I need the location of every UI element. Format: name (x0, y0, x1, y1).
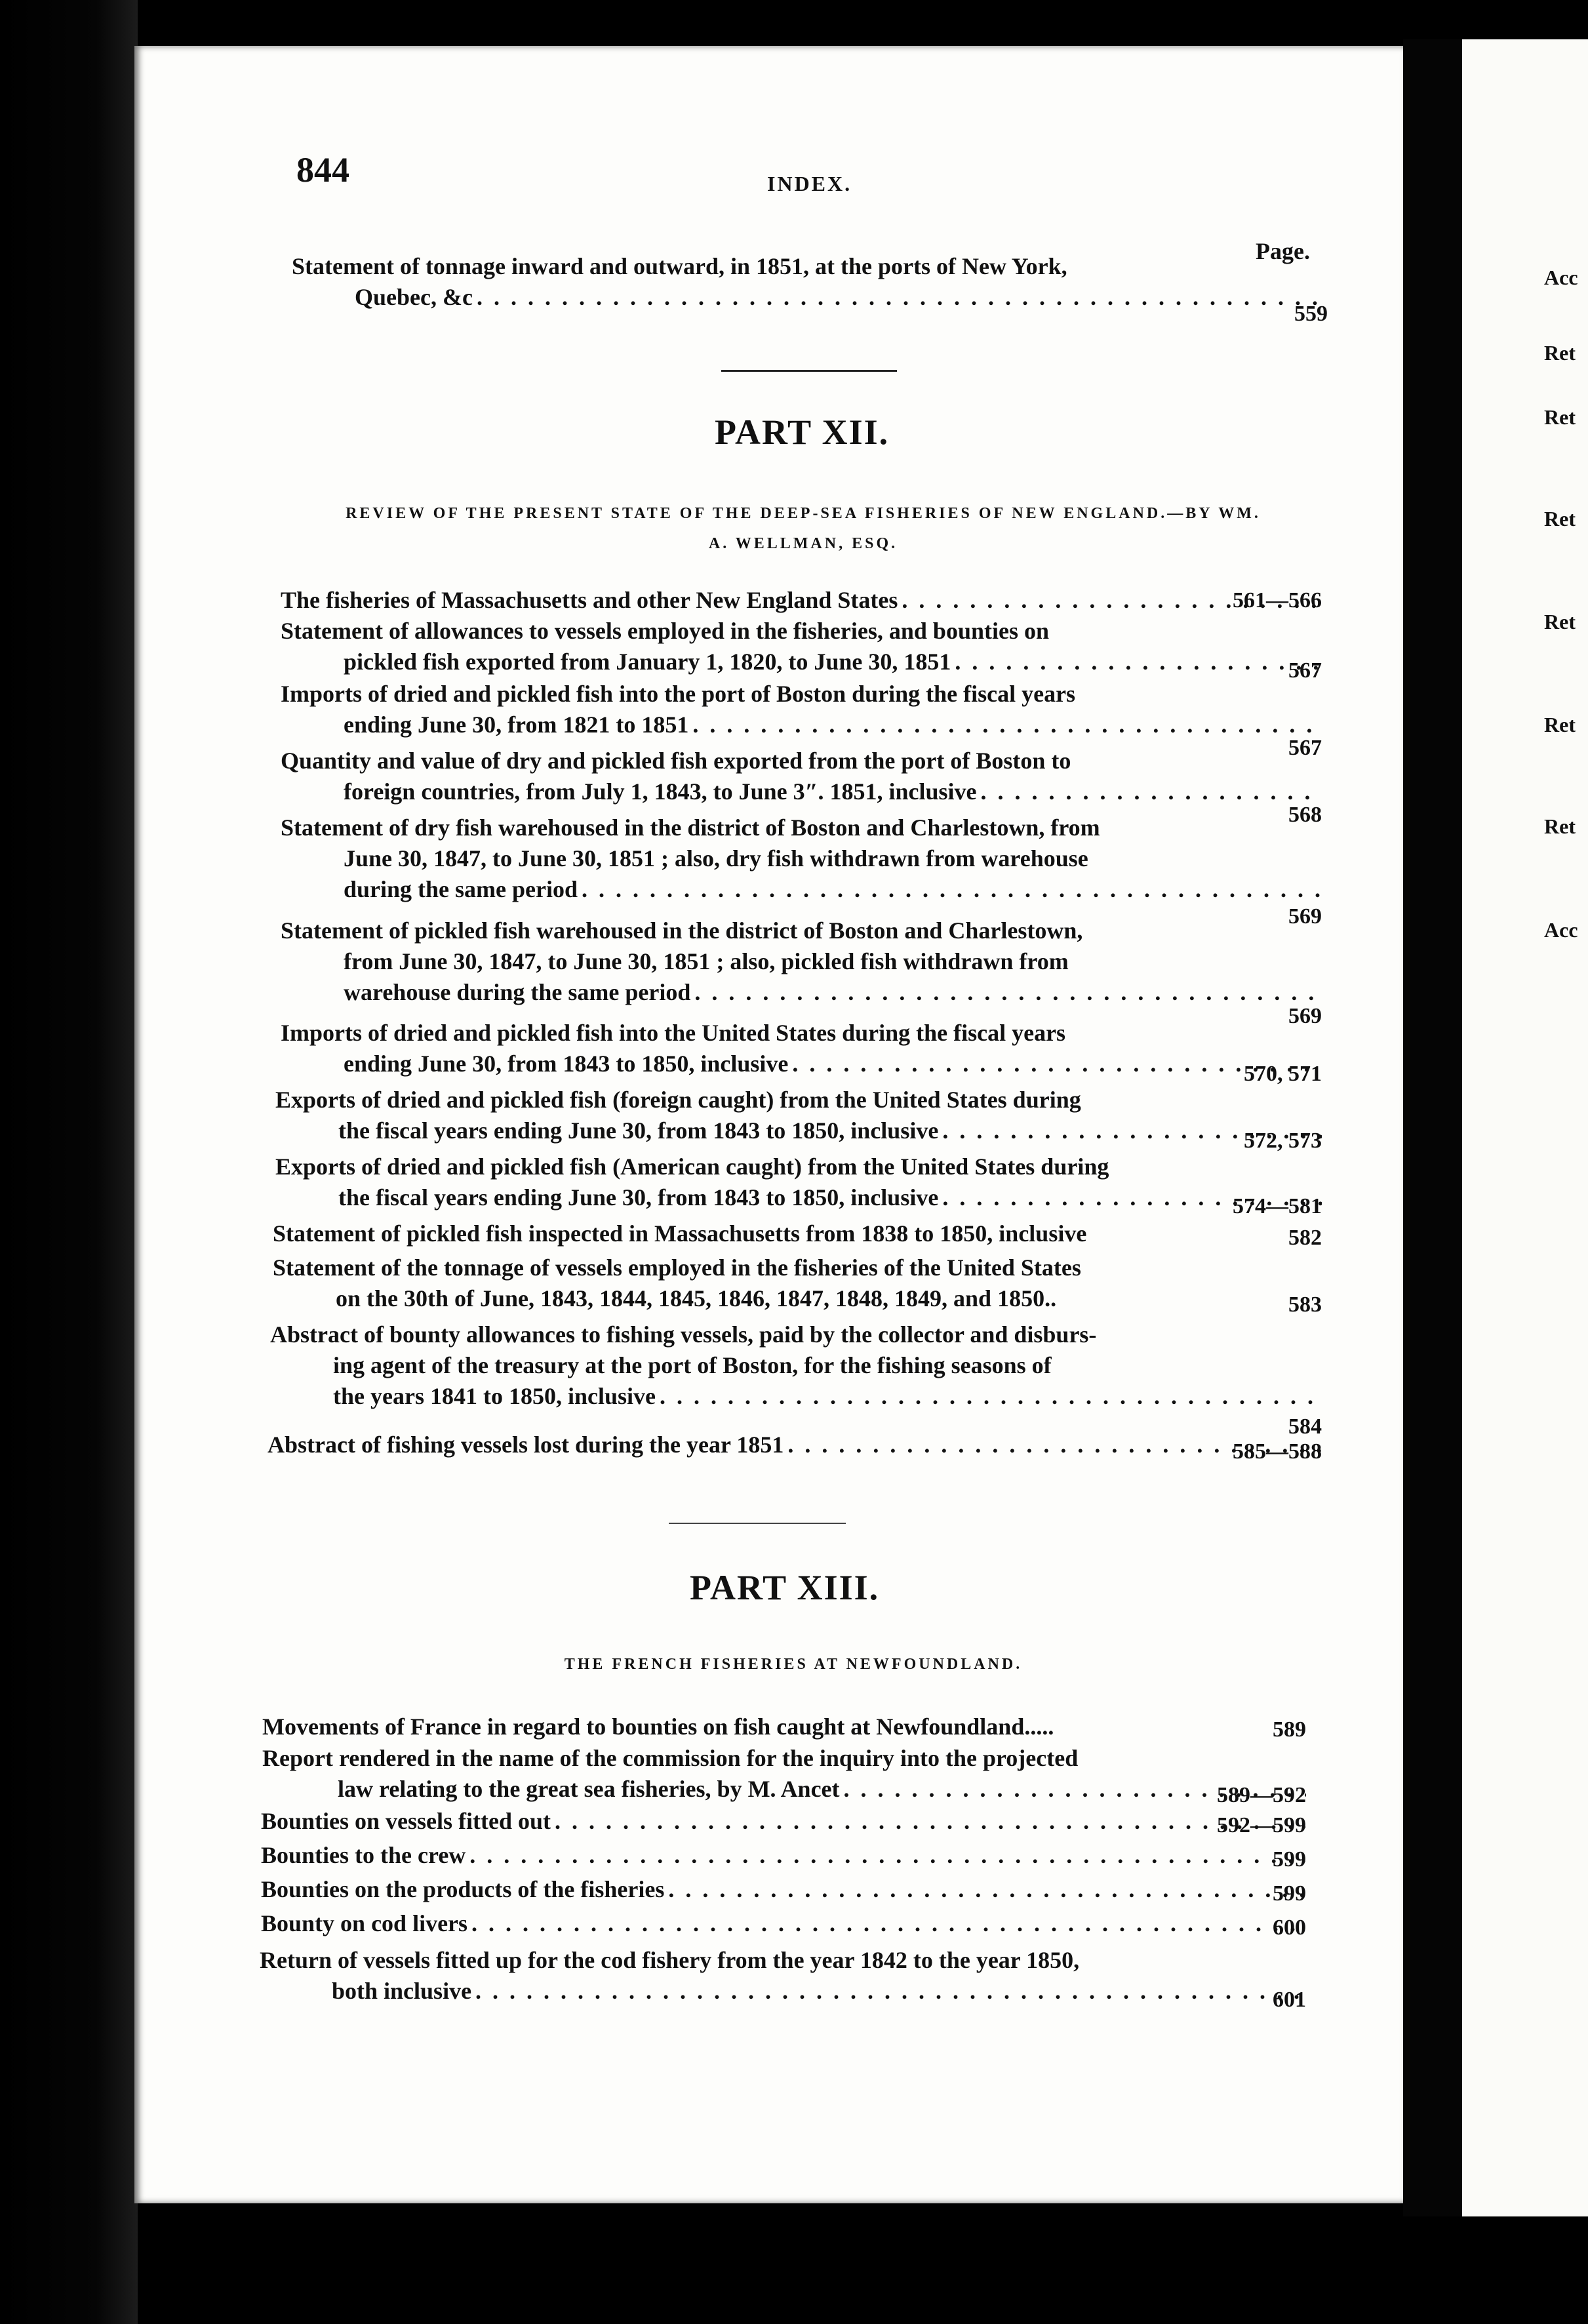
entry-text: Abstract of fishing vessels lost during the year 1851 (268, 1432, 784, 1458)
entry-page: 561—566 (1233, 588, 1322, 612)
index-entry (260, 1945, 1306, 2012)
index-entry (281, 812, 1322, 929)
entry-text: during the same period (344, 876, 578, 902)
entry-page: 567 (1288, 658, 1322, 683)
entry-page: 600 (1273, 1915, 1306, 1940)
entry-text: on the 30th of June, 1843, 1844, 1845, 1846, 1847, 1848, 1849, and 1850.. (336, 1285, 1057, 1312)
entry-text: Abstract of bounty allowances to fishing vessels, paid by the collector and disburs- (270, 1321, 1097, 1348)
subtitle-line: REVIEW OF THE PRESENT STATE OF THE DEEP-SEA FISHERIES OF NEW ENGLAND.—BY WM. (346, 505, 1261, 522)
entry-text: ending June 30, from 1821 to 1851 (344, 711, 689, 738)
leader-dots (555, 1806, 1306, 1837)
entry-page: 599 (1273, 1881, 1306, 1906)
index-entry (281, 679, 1322, 760)
entry-text: Quebec, &c (355, 284, 473, 310)
entry-text: pickled fish exported from January 1, 1820, to June 30, 1851 (344, 649, 951, 675)
entry-text: Bounties to the crew (261, 1842, 466, 1868)
leader-dots (475, 1976, 1306, 2007)
entry-text: Bounty on cod livers (261, 1910, 468, 1936)
entry-text: Statement of allowances to vessels employed in the fisheries, and bounties on (281, 618, 1049, 644)
index-entry (281, 616, 1322, 683)
leader-dots (981, 776, 1322, 807)
index-entry (281, 585, 1322, 616)
leader-dots (477, 282, 1328, 313)
entry-page: 589 (1273, 1717, 1306, 1742)
leader-dots (792, 1049, 1322, 1079)
index-entry (262, 1743, 1306, 1805)
scan-left-margin (0, 0, 138, 2324)
index-entry (262, 1712, 1306, 1742)
leader-dots (668, 1874, 1306, 1905)
adjacent-fragment: Ret (1544, 405, 1576, 429)
entry-text: Statement of pickled fish warehoused in the district of Boston and Charlestown, (281, 917, 1083, 944)
entry-text: Bounties on vessels fitted out (261, 1808, 551, 1834)
entry-page: 569 (1288, 1004, 1322, 1028)
entry-text: Imports of dried and pickled fish into the port of Boston during the fiscal years (281, 681, 1076, 707)
index-entry (268, 1430, 1322, 1464)
entry-page: 589—592 (1217, 1783, 1306, 1807)
leader-dots (692, 710, 1322, 740)
entry-text: Exports of dried and pickled fish (foreign caught) from the United States during (275, 1087, 1081, 1113)
part-title: PART XII. (715, 412, 890, 452)
entry-text: ending June 30, from 1843 to 1850, inclusive (344, 1051, 789, 1077)
leader-dots (694, 977, 1322, 1008)
entry-text: Return of vessels fitted up for the cod fishery from the year 1842 to the year 1850, (260, 1947, 1080, 1973)
entry-text: The fisheries of Massachusetts and other New England States (281, 587, 898, 613)
adjacent-fragment: Acc (1544, 266, 1578, 289)
adjacent-fragment: Ret (1544, 507, 1576, 531)
entry-page: 585—588 (1233, 1439, 1322, 1464)
entry-text: foreign countries, from July 1, 1843, to June 3″. 1851, inclusive (344, 778, 977, 805)
index-entry (275, 1152, 1322, 1218)
index-entry (281, 915, 1322, 1028)
page-column-label: Page. (1256, 238, 1310, 264)
adjacent-page (1462, 39, 1588, 2216)
entry-page: 567 (1288, 736, 1322, 760)
leader-dots (469, 1840, 1306, 1871)
leader-dots (955, 647, 1322, 677)
entry-page: 582 (1288, 1226, 1322, 1250)
part-subtitle: THE FRENCH FISHERIES AT NEWFOUNDLAND. (564, 1656, 1023, 1673)
index-entry (292, 251, 1328, 326)
index-entry (273, 1252, 1322, 1317)
entry-text: the fiscal years ending June 30, from 1843 to 1850, inclusive (338, 1184, 939, 1211)
adjacent-fragment: Ret (1544, 610, 1576, 633)
book-gutter (1403, 39, 1462, 2216)
entry-text: Statement of the tonnage of vessels employed in the fisheries of the United States (273, 1254, 1081, 1281)
entry-text: ing agent of the treasury at the port of Boston, for the fishing seasons of (333, 1352, 1052, 1378)
entry-text: the years 1841 to 1850, inclusive (333, 1383, 656, 1409)
entry-text: Exports of dried and pickled fish (American caught) from the United States during (275, 1153, 1109, 1180)
entry-text: June 30, 1847, to June 30, 1851 ; also, dry fish withdrawn from warehouse (344, 845, 1088, 872)
entry-page: 574—581 (1233, 1194, 1322, 1218)
entry-page: 583 (1288, 1292, 1322, 1317)
entry-page: 599 (1273, 1847, 1306, 1872)
entry-page: 569 (1288, 904, 1322, 929)
entry-page: 559 (1294, 302, 1328, 326)
entry-text: both inclusive (332, 1978, 472, 2004)
entry-page: 592—599 (1217, 1813, 1306, 1837)
entry-text: Imports of dried and pickled fish into the United States during the fiscal years (281, 1020, 1066, 1046)
entry-text: Bounties on the products of the fisheries (261, 1876, 665, 1902)
entry-text: Statement of tonnage inward and outward, in 1851, at the ports of New York, (292, 253, 1067, 279)
index-entry (261, 1874, 1306, 1905)
leader-dots (471, 1908, 1306, 1939)
leader-dots (660, 1381, 1322, 1412)
entry-text: Quantity and value of dry and pickled fish exported from the port of Boston to (281, 748, 1071, 774)
entry-page: 584 (1288, 1414, 1322, 1439)
entry-page: 601 (1273, 1988, 1306, 2012)
subtitle-line: A. WELLMAN, ESQ. (708, 535, 898, 552)
running-title: INDEX. (767, 172, 852, 195)
page-number: 844 (296, 150, 349, 190)
adjacent-fragment: Ret (1544, 814, 1576, 838)
entry-page: 568 (1288, 803, 1322, 827)
entry-page: 570, 571 (1244, 1062, 1322, 1086)
entry-text: Movements of France in regard to bounties on fish caught at Newfoundland..... (262, 1713, 1054, 1740)
index-entry (281, 1018, 1322, 1086)
index-entry (261, 1806, 1306, 1837)
entry-text: from June 30, 1847, to June 30, 1851 ; also, pickled fish withdrawn from (344, 948, 1069, 974)
entry-page: 572, 573 (1244, 1129, 1322, 1153)
index-entry (275, 1085, 1322, 1153)
entry-text: Statement of pickled fish inspected in Massachusetts from 1838 to 1850, inclusive (273, 1220, 1087, 1247)
part-title: PART XIII. (690, 1568, 880, 1607)
adjacent-fragment: Ret (1544, 341, 1576, 365)
entry-text: the fiscal years ending June 30, from 1843 to 1850, inclusive (338, 1117, 939, 1144)
leader-dots (582, 874, 1322, 905)
entry-text: law relating to the great sea fisheries, by M. Ancet (338, 1776, 840, 1802)
part-subtitle (282, 498, 1324, 559)
entry-text: warehouse during the same period (344, 979, 691, 1005)
index-entry (273, 1218, 1322, 1249)
index-entry (281, 746, 1322, 827)
index-entry (261, 1840, 1306, 1871)
index-entry (261, 1908, 1306, 1939)
adjacent-fragment: Acc (1544, 918, 1578, 942)
index-entry (270, 1319, 1322, 1439)
entry-text: Report rendered in the name of the commission for the inquiry into the projected (262, 1745, 1079, 1771)
section-divider (721, 370, 897, 372)
entry-text: Statement of dry fish warehoused in the district of Boston and Charlestown, from (281, 814, 1100, 841)
section-divider (669, 1523, 846, 1524)
adjacent-fragment: Ret (1544, 713, 1576, 736)
